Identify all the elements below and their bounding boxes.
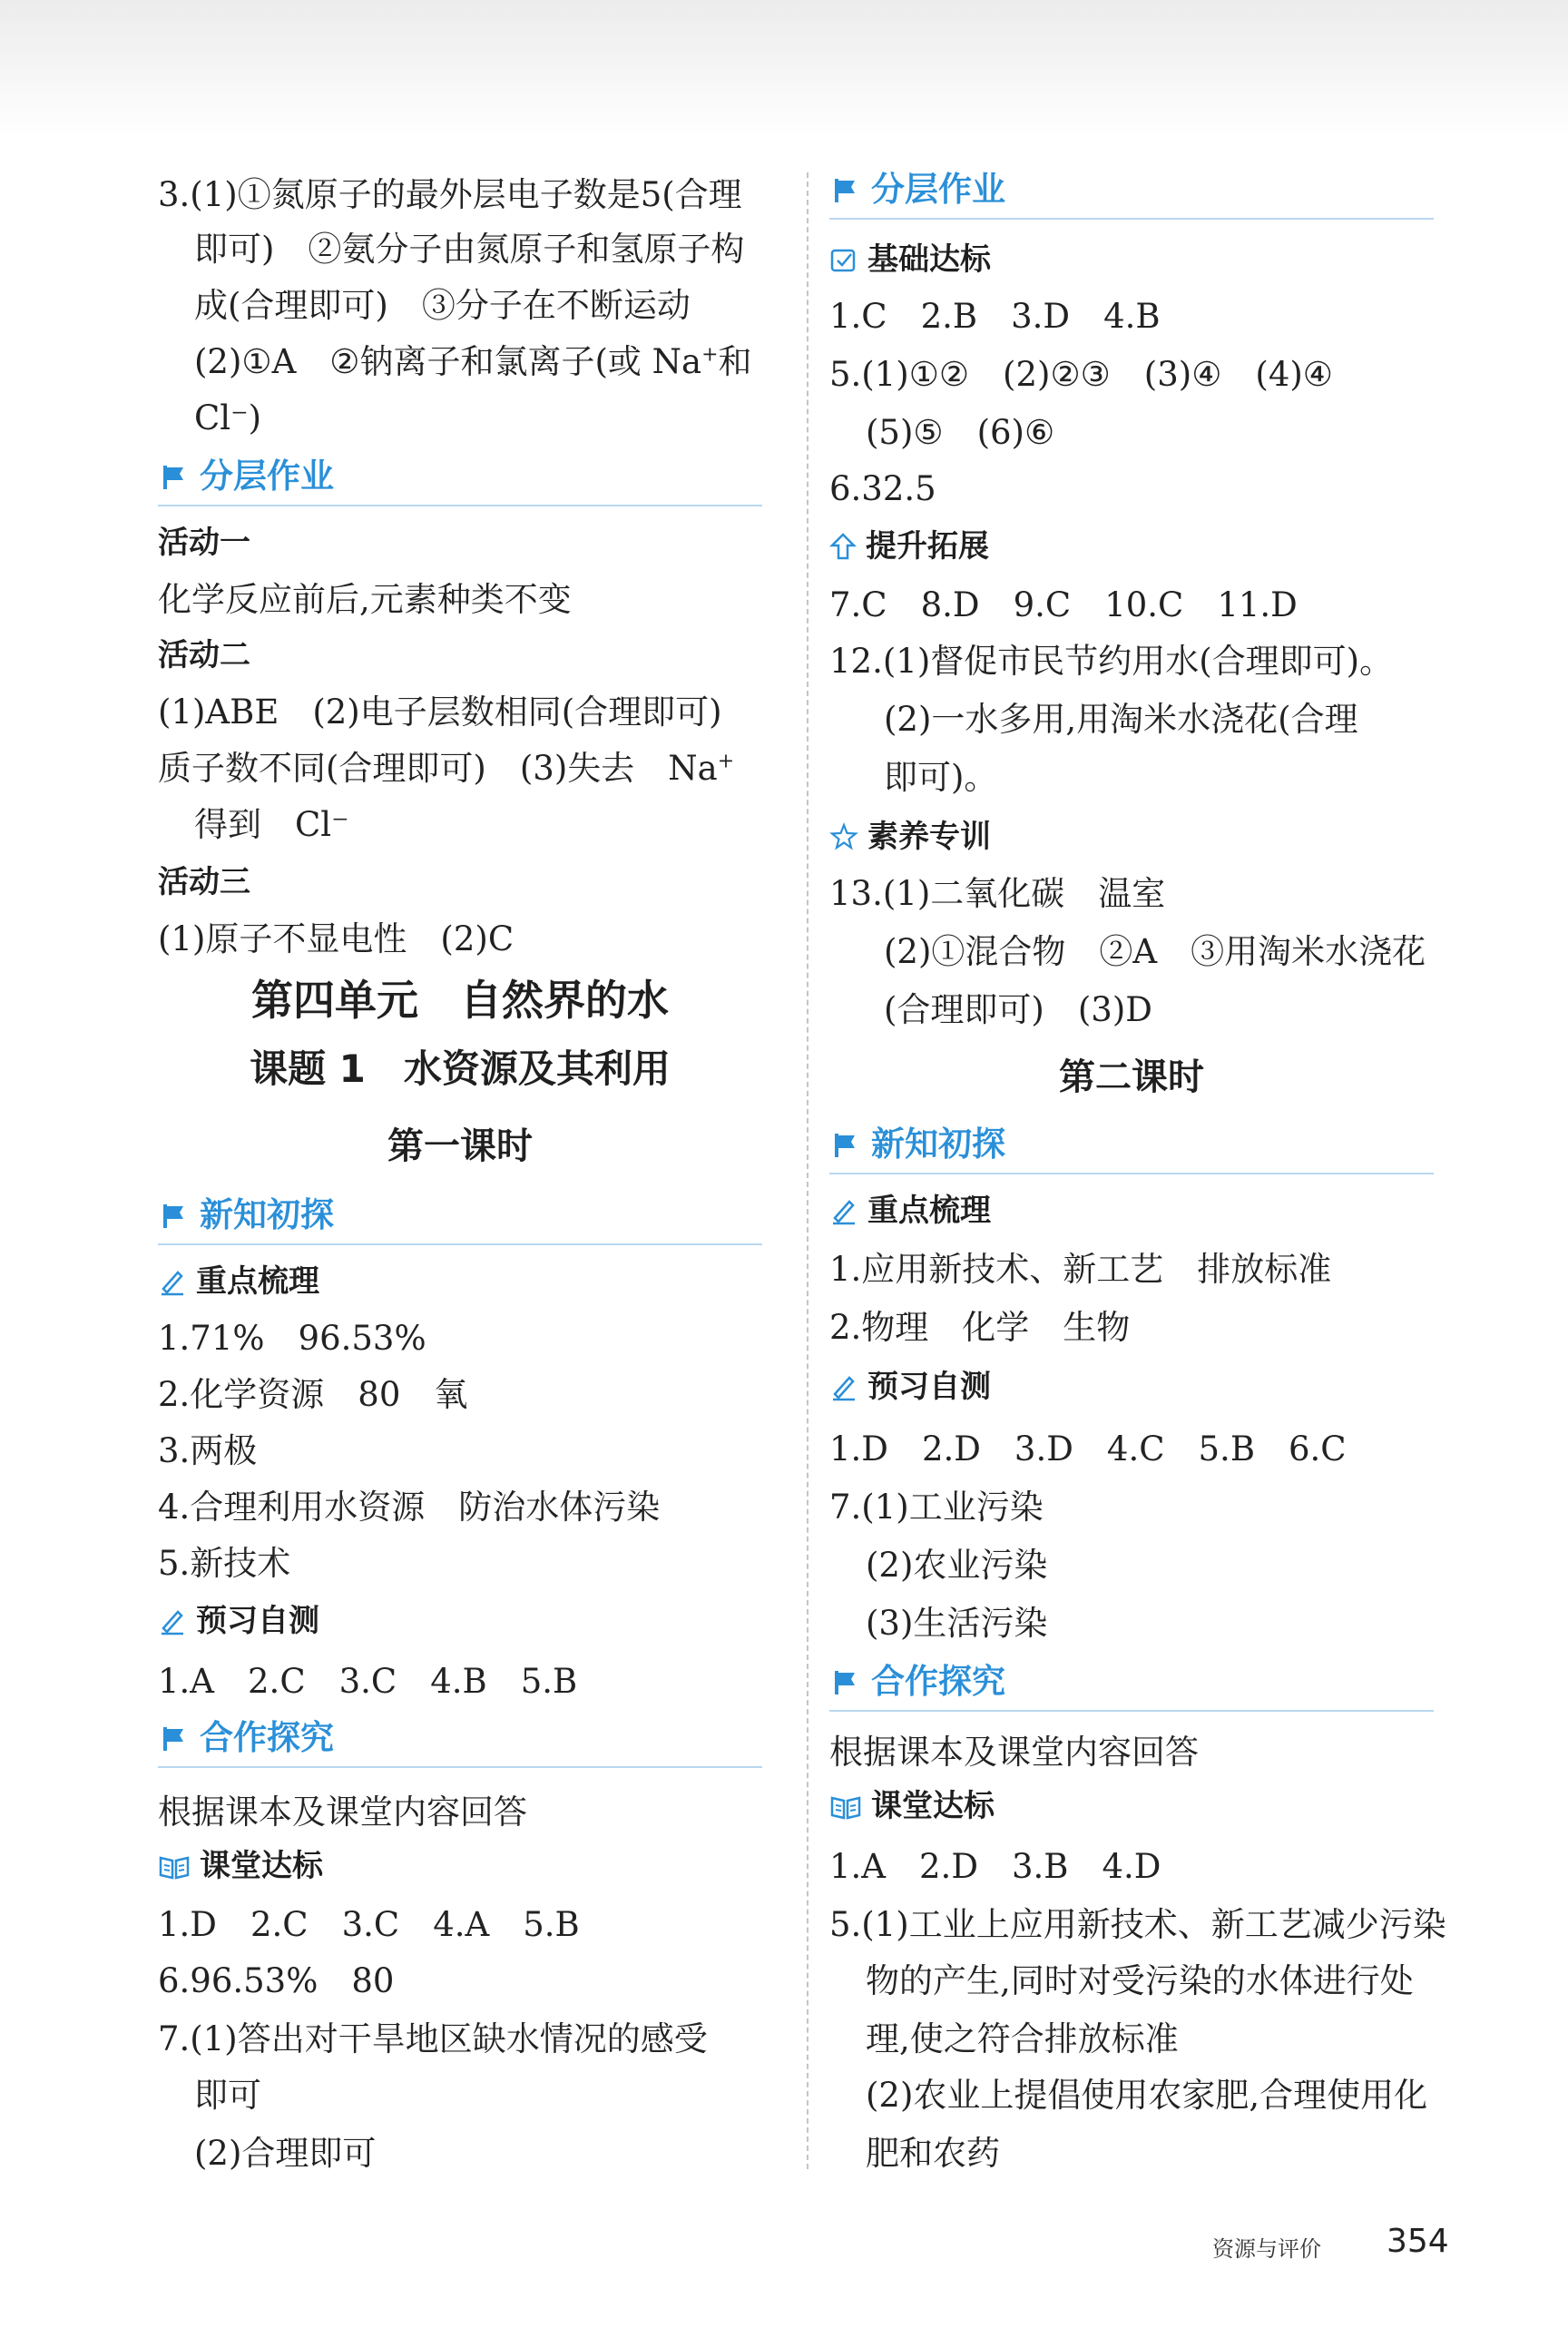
superscript-plus: +: [701, 343, 719, 367]
section-title: 合作探究: [200, 1718, 334, 1757]
section-title: 新知初探: [200, 1195, 334, 1234]
basic-line-3: (5)⑤ (6)⑥: [866, 413, 1055, 452]
class-line-5: (2)合理即可: [194, 2134, 377, 2173]
period-title: 第一课时: [387, 1125, 533, 1167]
key-point-4: 4.合理利用水资源 防治水体污染: [158, 1488, 661, 1527]
class-title: [829, 1786, 995, 1826]
key-point-3: 3.两极: [158, 1431, 258, 1470]
star-icon: [829, 822, 858, 851]
literacy-line-1: 13.(1)二氧化碳 温室: [829, 874, 1166, 913]
class-label: 课堂达标: [871, 1788, 995, 1824]
preview-line-1: 1.D 2.D 3.D 4.C 5.B 6.C: [829, 1429, 1347, 1469]
key-points-title: [829, 1191, 991, 1231]
extension-label: 提升拓展: [866, 528, 989, 565]
section-title: 分层作业: [200, 457, 334, 496]
activity-2-line-3: 得到 Cl⁻: [194, 805, 349, 844]
section-header-new-knowledge: [829, 1118, 1434, 1174]
basic-line-2: 5.(1)①② (2)②③ (3)④ (4)④: [829, 355, 1333, 394]
extension-title: [829, 526, 989, 566]
q3-line-4: [194, 341, 752, 383]
preview-line-3: (2)农业污染: [866, 1546, 1048, 1585]
class-line-1: 1.A 2.D 3.B 4.D: [829, 1847, 1161, 1886]
section-header-cooperation: [829, 1655, 1434, 1712]
class-line-2: 6.96.53% 80: [158, 1961, 395, 2000]
extension-line-3: (2)一水多用,用淘米水浇花(合理: [884, 700, 1358, 739]
literacy-title: [829, 817, 991, 857]
preview-line-4: (3)生活污染: [866, 1604, 1048, 1643]
key-point-2: 2.化学资源 80 氧: [158, 1375, 468, 1414]
preview-label: 预习自测: [196, 1603, 319, 1639]
literacy-line-3: (合理即可) (3)D: [884, 990, 1152, 1029]
q3-line-4-tail: 和: [718, 342, 752, 381]
key-points-label: 重点梳理: [867, 1193, 991, 1229]
lesson-title: 课题 1 水资源及其利用: [250, 1046, 671, 1091]
section-header-new-knowledge: [158, 1189, 762, 1245]
preview-title: [829, 1367, 991, 1407]
class-line-3: 物的产生,同时对受污染的水体进行处: [866, 1961, 1414, 2000]
activity-2-line-2: [158, 748, 734, 790]
pencil-icon: [829, 1196, 858, 1225]
basic-line-4: 6.32.5: [829, 469, 936, 508]
q3-line-4-text: (2)①A ②钠离子和氯离子(或 Na: [194, 342, 702, 381]
q3-line-1: 3.(1)①氮原子的最外层电子数是5(合理: [158, 175, 742, 214]
q3-line-3: 成(合理即可) ③分子在不断运动: [194, 286, 691, 325]
section-title: 分层作业: [871, 170, 1005, 209]
scan-shadow: [0, 0, 1568, 136]
footer-label: 资源与评价: [1212, 2236, 1321, 2262]
preview-answers: 1.A 2.C 3.C 4.B 5.B: [158, 1662, 578, 1701]
bookmark-flag-icon: [162, 464, 189, 491]
activity-1-body: 化学反应前后,元素种类不变: [158, 580, 572, 619]
column-divider: [807, 172, 808, 2169]
key-points-label: 重点梳理: [196, 1263, 319, 1300]
preview-line-2: 7.(1)工业污染: [829, 1488, 1044, 1527]
activity-3-title: 活动三: [158, 864, 250, 900]
activity-2-line-2-text: 质子数不同(合理即可) (3)失去 Na: [158, 749, 718, 788]
preview-title: [158, 1601, 319, 1641]
class-title: [158, 1846, 323, 1886]
superscript-plus: +: [717, 750, 735, 773]
activity-3-body: (1)原子不显电性 (2)C: [158, 919, 514, 958]
class-line-3: 7.(1)答出对干旱地区缺水情况的感受: [158, 2019, 708, 2058]
unit-title: 第四单元 自然界的水: [251, 976, 669, 1025]
literacy-label: 素养专训: [867, 819, 991, 855]
section-title: 新知初探: [871, 1125, 1005, 1164]
class-label: 课堂达标: [200, 1848, 323, 1884]
cooperation-body: 根据课本及课堂内容回答: [158, 1793, 527, 1832]
basic-title: [829, 240, 991, 280]
open-book-icon: [158, 1853, 191, 1881]
section-header-layered: [158, 450, 762, 506]
q3-line-2: 即可) ②氨分子由氮原子和氢原子构: [194, 230, 745, 269]
extension-line-2: 12.(1)督促市民节约用水(合理即可)。: [829, 642, 1394, 681]
class-line-1: 1.D 2.C 3.C 4.A 5.B: [158, 1905, 580, 1944]
basic-label: 基础达标: [867, 241, 991, 278]
key-point-2: 2.物理 化学 生物: [829, 1308, 1131, 1347]
key-point-5: 5.新技术: [158, 1544, 291, 1583]
key-point-1: 1.应用新技术、新工艺 排放标准: [829, 1250, 1332, 1289]
extension-line-4: 即可)。: [884, 758, 998, 797]
period-title: 第二课时: [1059, 1056, 1204, 1098]
extension-line-1: 7.C 8.D 9.C 10.C 11.D: [829, 585, 1298, 624]
class-line-4: 即可: [194, 2076, 261, 2115]
checkbox-icon: [829, 245, 858, 274]
page-number: 354: [1387, 2223, 1449, 2260]
bookmark-flag-icon: [833, 1669, 860, 1696]
bookmark-flag-icon: [833, 1132, 860, 1159]
cooperation-body: 根据课本及课堂内容回答: [829, 1733, 1199, 1772]
section-header-cooperation: [158, 1712, 762, 1768]
class-line-2: 5.(1)工业上应用新技术、新工艺减少污染: [829, 1905, 1446, 1944]
up-arrow-icon: [829, 532, 857, 561]
class-line-4: 理,使之符合排放标准: [866, 2019, 1179, 2058]
open-book-icon: [829, 1793, 862, 1821]
preview-label: 预习自测: [867, 1369, 991, 1405]
bookmark-flag-icon: [833, 177, 860, 204]
literacy-line-2: (2)①混合物 ②A ③用淘米水浇花: [884, 932, 1426, 971]
class-line-6: 肥和农药: [866, 2134, 1000, 2173]
pencil-icon: [158, 1267, 187, 1296]
bookmark-flag-icon: [162, 1203, 189, 1230]
activity-1-title: 活动一: [158, 525, 250, 561]
key-point-1: 1.71% 96.53%: [158, 1319, 426, 1358]
pencil-icon: [829, 1372, 858, 1401]
activity-2-title: 活动二: [158, 637, 250, 673]
key-points-title: [158, 1262, 319, 1302]
pencil-icon: [158, 1606, 187, 1635]
activity-2-line-1: (1)ABE (2)电子层数相同(合理即可): [158, 693, 722, 732]
class-line-5: (2)农业上提倡使用农家肥,合理使用化: [866, 2076, 1428, 2115]
section-header-layered: [829, 163, 1434, 220]
q3-line-5: Cl⁻): [194, 398, 262, 437]
basic-line-1: 1.C 2.B 3.D 4.B: [829, 297, 1161, 336]
section-title: 合作探究: [871, 1662, 1005, 1701]
bookmark-flag-icon: [162, 1725, 189, 1753]
